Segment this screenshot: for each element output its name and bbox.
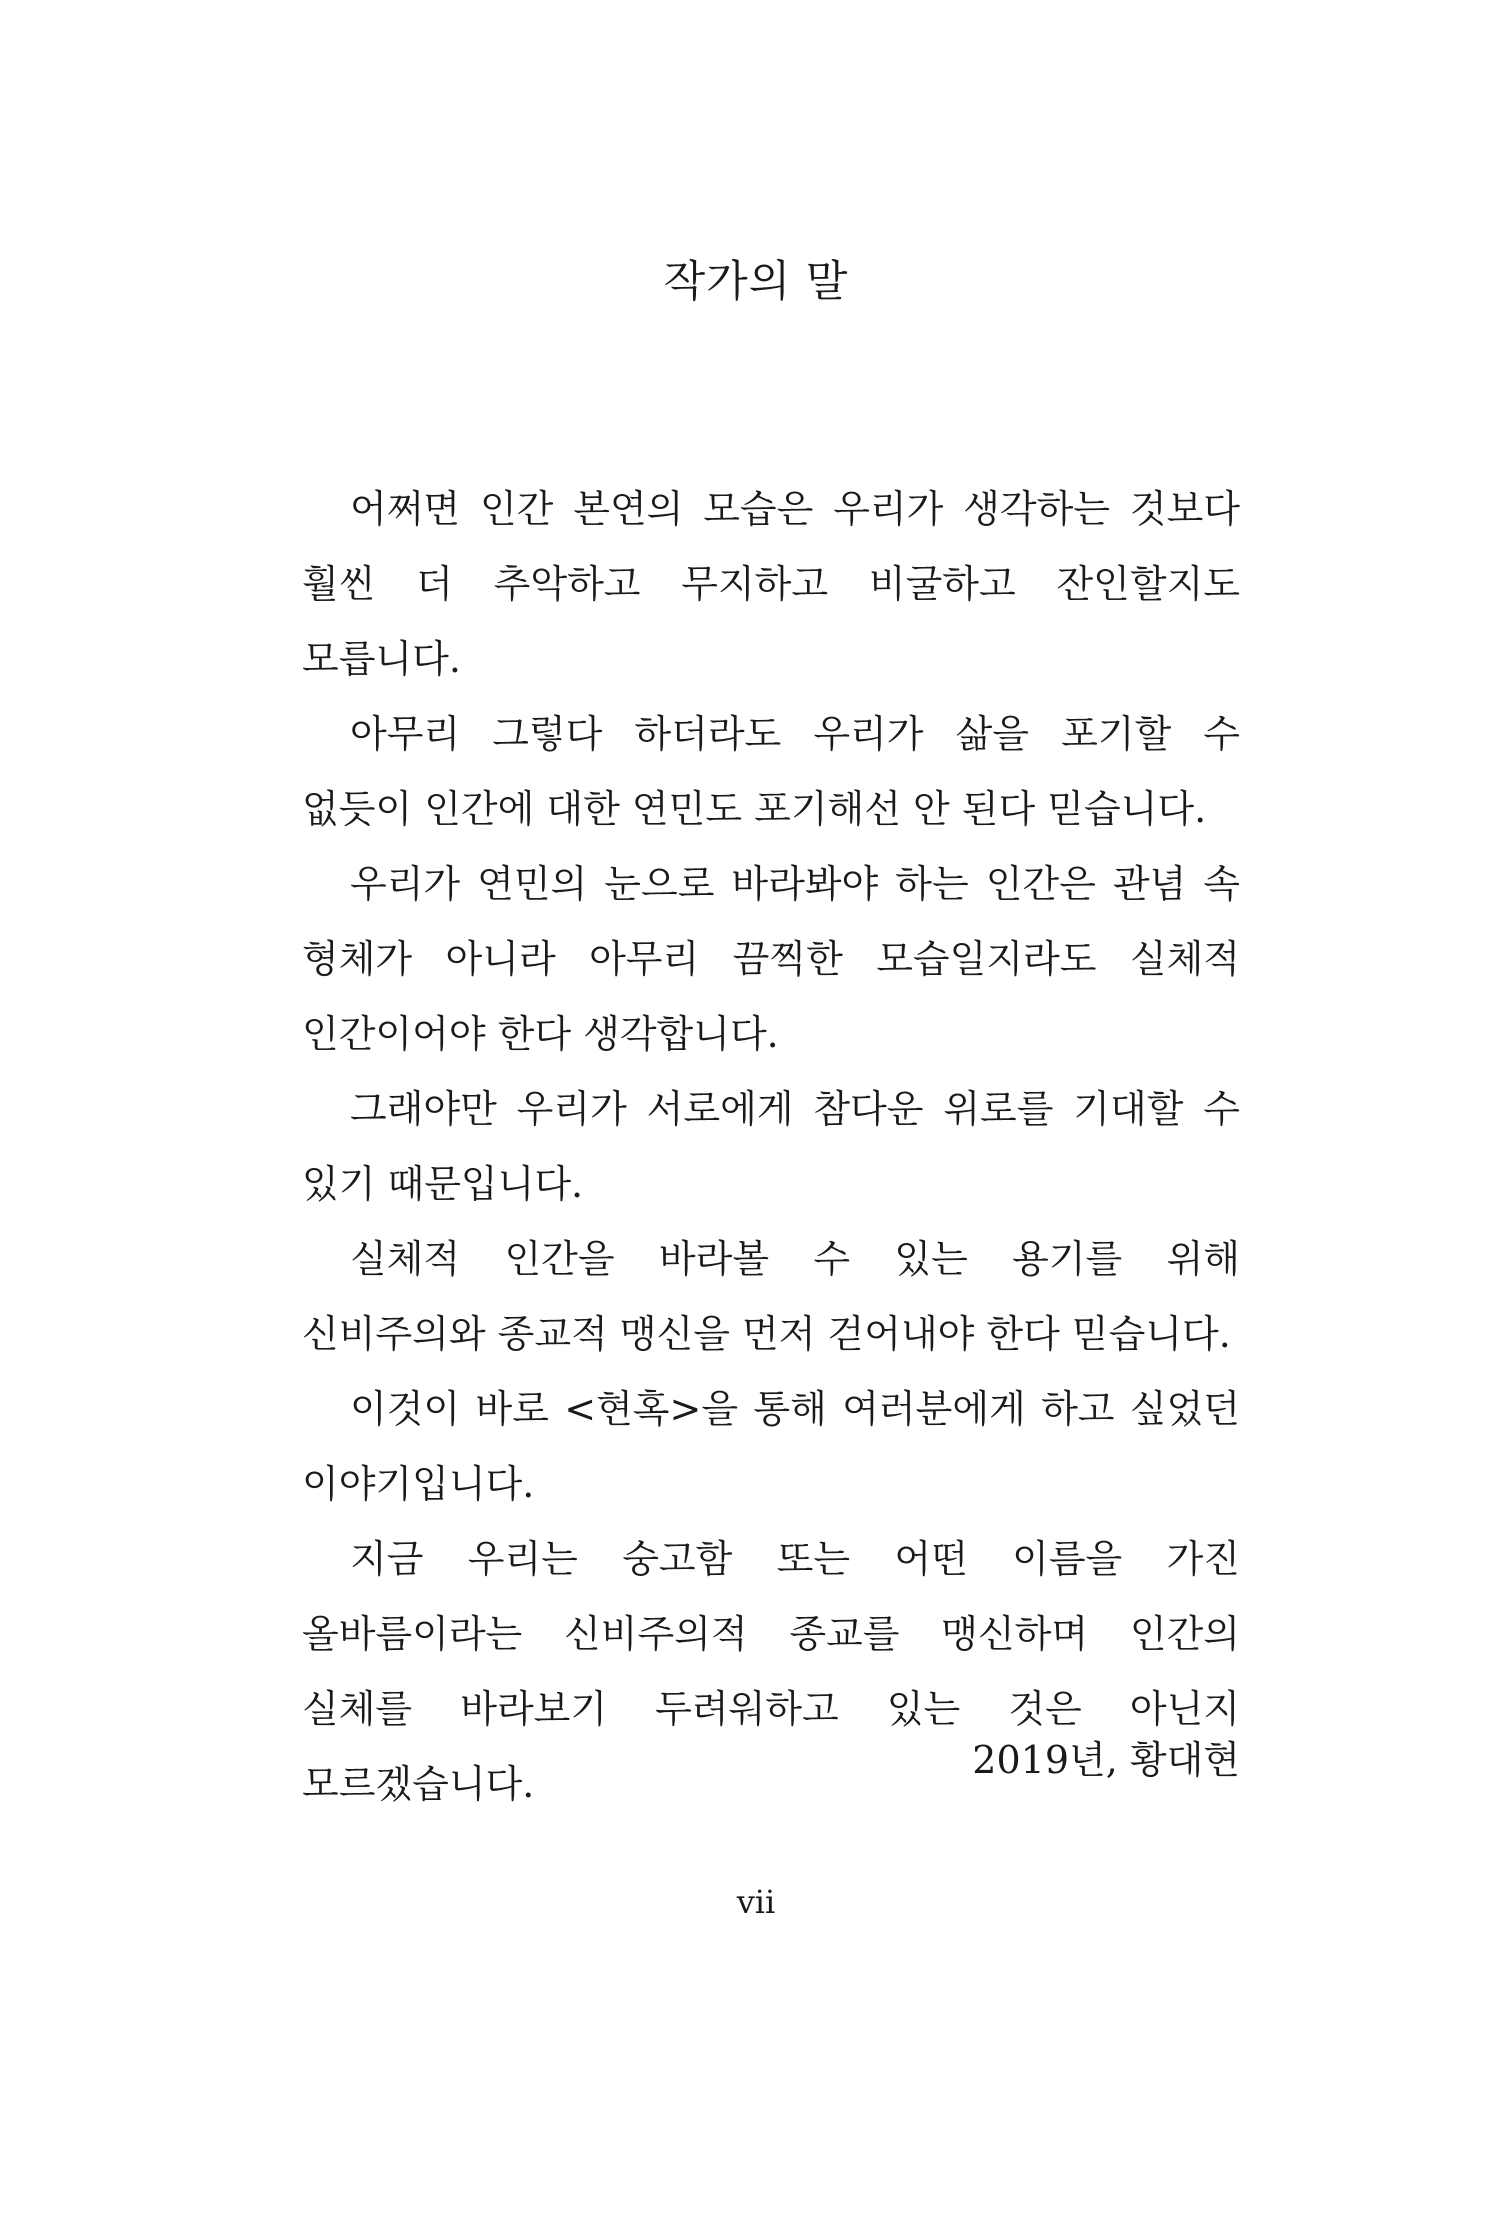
page-number: vii	[736, 1883, 776, 1921]
paragraph-6: 이것이 바로 <현혹>을 통해 여러분에게 하고 싶었던 이야기입니다.	[302, 1387, 1240, 1506]
paragraph-3: 우리가 연민의 눈으로 바라봐야 하는 인간은 관념 속 형체가 아니라 아무리 끔찍한 모습일지라도 실체적 인간이어야 한다 생각합니다.	[302, 862, 1240, 1056]
paragraph-2: 아무리 그렇다 하더라도 우리가 삶을 포기할 수 없듯이 인간에 대한 연민도 포기해선 안 된다 믿습니다.	[302, 712, 1240, 831]
paragraph-5: 실체적 인간을 바라볼 수 있는 용기를 위해 신비주의와 종교적 맹신을 먼저 걷어내야 한다 믿습니다.	[302, 1237, 1240, 1356]
preface-body	[302, 472, 1240, 1822]
paragraph-1: 어쩌면 인간 본연의 모습은 우리가 생각하는 것보다 훨씬 더 추악하고 무지하고 비굴하고 잔인할지도 모릅니다.	[302, 487, 1240, 681]
paragraph-4: 그래야만 우리가 서로에게 참다운 위로를 기대할 수 있기 때문입니다.	[302, 1087, 1240, 1206]
paragraph-7: 지금 우리는 숭고함 또는 어떤 이름을 가진 올바름이라는 신비주의적 종교를 맹신하며 인간의 실체를 바라보기 두려워하고 있는 것은 아닌지 모르겠습니다.	[302, 1537, 1240, 1806]
page-title: 작가의 말	[663, 257, 849, 307]
author-signature: 2019년, 황대현	[972, 1738, 1240, 1782]
